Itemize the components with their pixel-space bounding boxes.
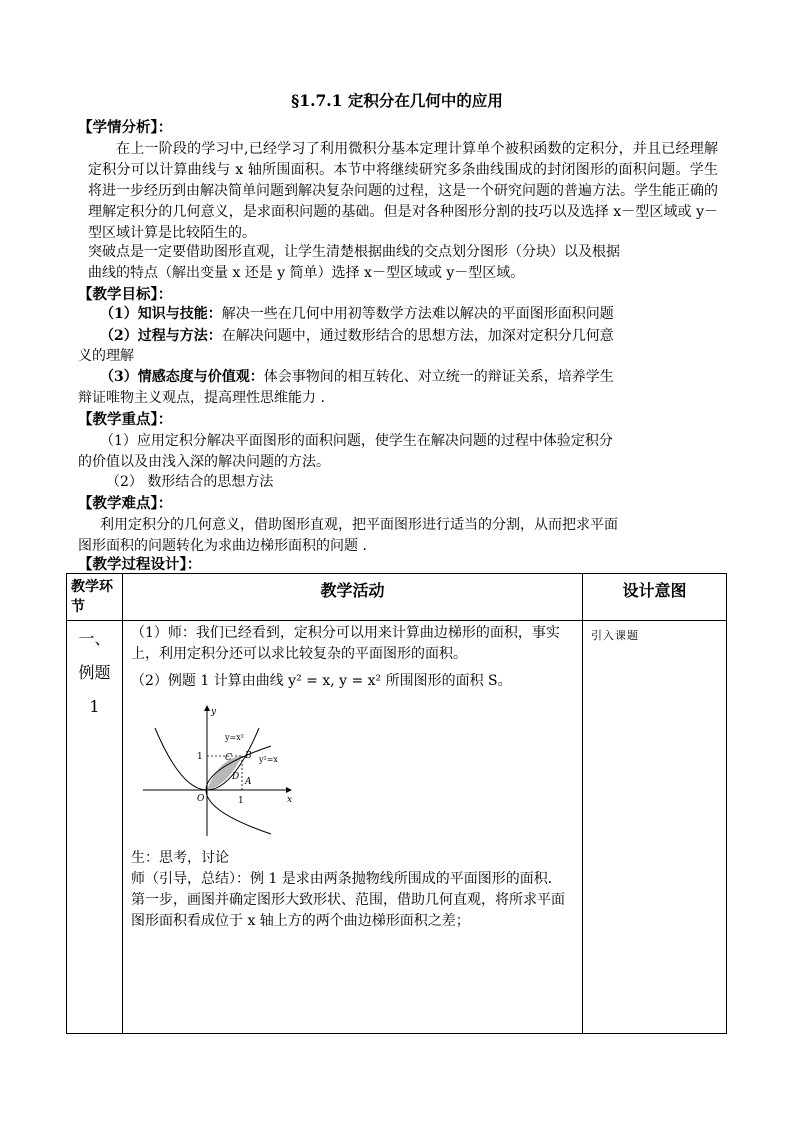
goal-3-cont: 辩证唯物主义观点，提高理性思维能力 . [78, 390, 325, 406]
goal-1 [100, 304, 614, 324]
parabola-graph [141, 702, 301, 842]
segment-cell [67, 621, 123, 1034]
difficulty-heading: 【教学难点】： [78, 495, 173, 512]
teacher-summary: 师（引导，总结）：例 1 是求由两条抛物线所围成的平面图形的面积．第一步，画图并确定图形大致形状、范围，借助几何直观，将所求平面图形面积看成位于 x 轴上方的两个曲边梯形面积之差； [131, 871, 565, 929]
analysis-text: 在上一阶段的学习中,已经学习了利用微积分基本定理计算单个被积函数的定积分，并且已经理解定积分可以计算曲线与 x 轴所围面积。本节中将继续研究多条曲线围成的封闭图形的面积问题。学生将进一步经历到由解决简单问题到解决复杂问题的过程，这是一个研究问题的普遍方法。学生能正确的理解定积分的几何意义，是求面积问题的基础。但是对各种图形分割的技巧以及选择 x－型区域或 y－型区域计算是比较陌生的。 [88, 141, 718, 241]
difficulty-text-cont: 图形面积的问题转化为求曲边梯形面积的问题 . [78, 538, 367, 554]
analysis-heading: 【学情分析】： [78, 119, 173, 136]
point-d-label: D [232, 772, 240, 782]
keypoints-heading: 【教学重点】： [78, 411, 173, 428]
difficulty-text: 利用定积分的几何意义，借助图形直观，把平面图形进行适当的分割，从而把求平面 [100, 517, 618, 533]
goal-2 [100, 326, 614, 346]
analysis-text-2a: 突破点是一定要借助图形直观，让学生清楚根据曲线的交点划分图形（分块）以及根据 [88, 244, 620, 260]
table-row [67, 621, 727, 1034]
keypoint-1-cont: 的价值以及由浅入深的解决问题的方法。 [78, 454, 330, 470]
segment-line-2: 例题 [78, 663, 111, 682]
activity-paragraph-2: （2）例题 1 计算由曲线 y² = x, y = x² 所围图形的面积 S。 [131, 673, 512, 689]
page-title: §1.7.1 定积分在几何中的应用 [291, 91, 503, 110]
student-response: 生：思考，讨论 [131, 850, 229, 866]
goal-3-label: （3）情感态度与价值观： [100, 369, 264, 385]
goal-2-cont: 义的理解 [78, 348, 134, 364]
goal-1-text: 解决一些在几何中用初等数学方法难以解决的平面图形面积问题 [221, 306, 614, 322]
goals-heading: 【教学目标】： [78, 286, 173, 303]
curve-label-y-squared-eq-x: y²=x [259, 755, 278, 764]
x-axis-label: x [287, 795, 293, 805]
y-tick-label: 1 [197, 752, 203, 762]
lesson-design-table [66, 573, 727, 1034]
analysis-text-2b: 曲线的特点（解出变量 x 还是 y 简单）选择 x－型区域或 y－型区域。 [88, 265, 525, 281]
design-heading: 【教学过程设计】： [78, 556, 202, 573]
goal-1-label: （1）知识与技能： [100, 306, 222, 322]
keypoint-1: （1）应用定积分解决平面图形的面积问题，使学生在解决问题的过程中体验定积分 [100, 433, 613, 449]
intent-cell: 引入课题 [583, 621, 727, 1034]
activity-paragraph-1: （1）师：我们已经看到，定积分可以用来计算曲边梯形的面积，事实上，利用定积分还可以求比较复杂的平面图形的面积。 [131, 625, 560, 662]
keypoint-2: （2） 数形结合的思想方法 [106, 474, 274, 490]
point-a-label: A [245, 777, 252, 787]
y-axis-label: y [211, 707, 217, 717]
segment-line-1: 一、 [78, 629, 111, 648]
activity-cell [123, 621, 583, 1034]
segment-line-3: 1 [89, 697, 100, 716]
col-header-segment: 教学环节 [67, 574, 123, 621]
goal-3 [100, 367, 614, 387]
curve-label-y-eq-x-squared: y=x² [225, 733, 244, 742]
goal-2-text: 在解决问题中，通过数形结合的思想方法，加深对定积分几何意 [221, 328, 614, 344]
point-c-label: C [225, 753, 232, 763]
goal-3-text: 体会事物间的相互转化、对立统一的辩证关系，培养学生 [263, 369, 614, 385]
x-tick-label: 1 [238, 796, 244, 806]
point-b-label: B [245, 751, 252, 761]
col-header-activity: 教学活动 [123, 574, 583, 621]
col-header-intent: 设计意图 [583, 574, 727, 621]
table-header-row [67, 574, 727, 621]
origin-label: O [197, 794, 205, 804]
goal-2-label: （2）过程与方法： [100, 328, 222, 344]
